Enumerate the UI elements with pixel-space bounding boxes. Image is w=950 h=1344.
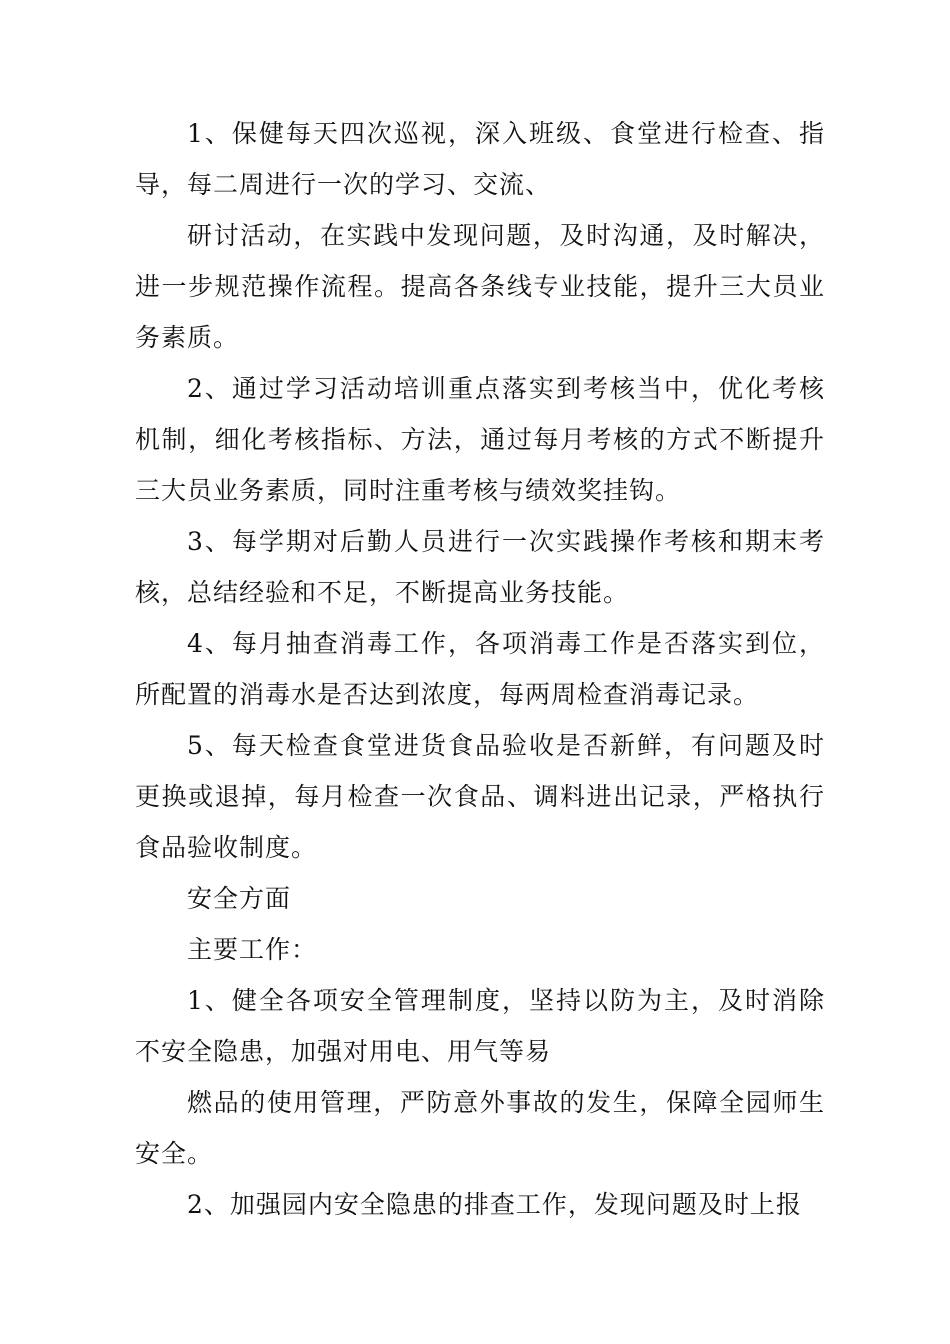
- paragraph-food-inspection: 5、每天检查食堂进货食品验收是否新鲜，有问题及时更换或退掉，每月检查一次食品、调料进出记录，严格执行食品验收制度。: [135, 731, 825, 862]
- paragraph-hazard-inspection: 2、加强园内安全隐患的排查工作，发现问题及时上报: [187, 1190, 802, 1219]
- paragraph-disinfection-check: 4、每月抽查消毒工作，各项消毒工作是否落实到位，所配置的消毒水是否达到浓度，每两周检查消毒记录。: [135, 629, 825, 709]
- paragraph-assessment-training: 2、通过学习活动培训重点落实到考核当中，优化考核机制，细化考核指标、方法，通过每月考核的方式不断提升三大员业务素质，同时注重考核与绩效奖挂钩。: [135, 374, 825, 505]
- paragraph-safety-system: 1、健全各项安全管理制度，坚持以防为主，及时消除不安全隐患，加强对用电、用气等易: [135, 986, 825, 1066]
- section-heading-safety: 安全方面: [187, 884, 292, 913]
- document-body: [135, 108, 825, 1230]
- paragraph-health-inspection: 1、保健每天四次巡视，深入班级、食堂进行检查、指导，每二周进行一次的学习、交流、: [135, 119, 825, 199]
- subheading-main-work: 主要工作：: [187, 935, 318, 964]
- paragraph-semester-assessment: 3、每学期对后勤人员进行一次实践操作考核和期末考核，总结经验和不足，不断提高业务技能。: [135, 527, 825, 607]
- paragraph-research-activities: 研讨活动，在实践中发现问题，及时沟通，及时解决，进一步规范操作流程。提高各条线专业技能，提升三大员业务素质。: [135, 221, 825, 352]
- paragraph-flammables-management: 燃品的使用管理，严防意外事故的发生，保障全园师生安全。: [135, 1088, 825, 1168]
